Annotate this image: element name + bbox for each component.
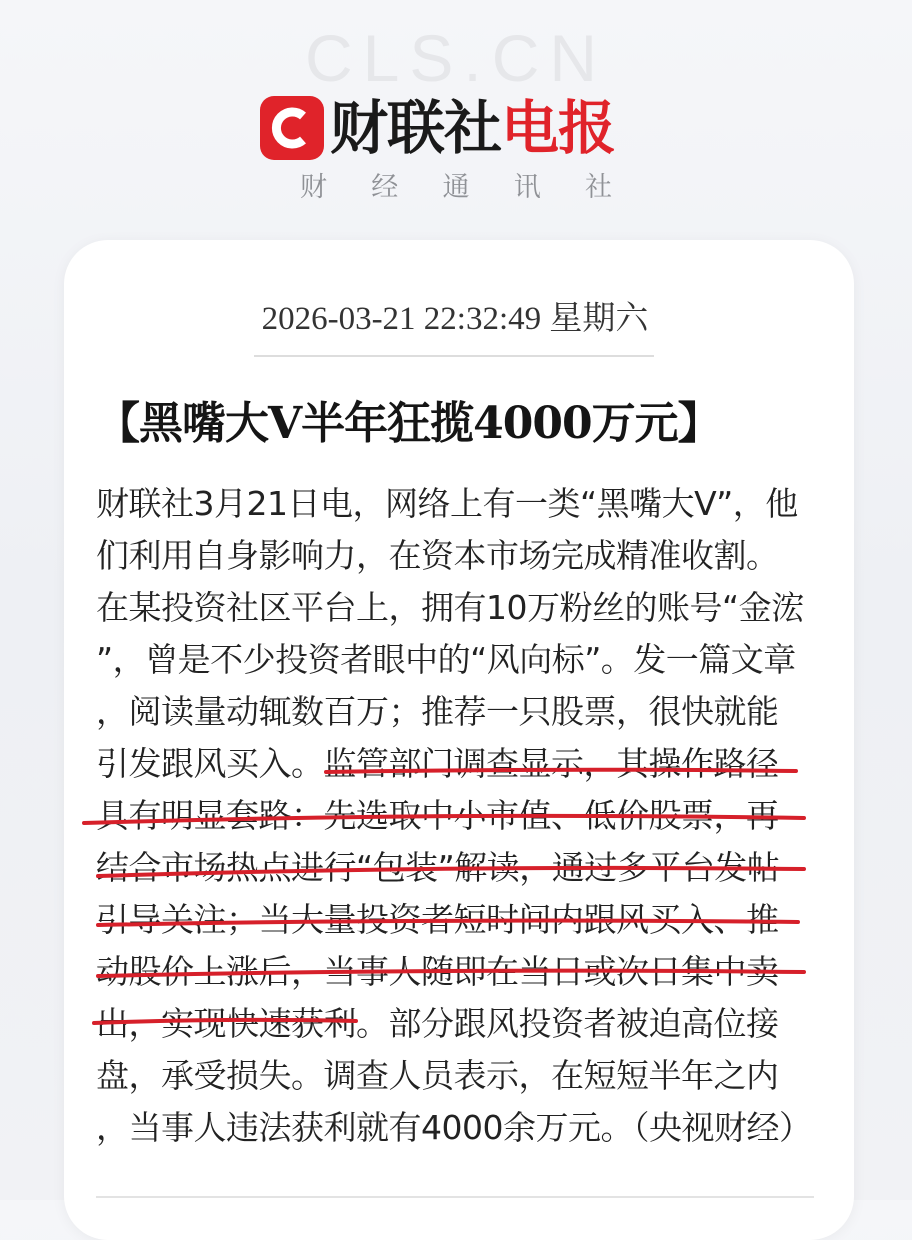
brand-name-main: 财联社 [330,94,502,162]
article-title: 【黑嘴大V半年狂揽4000万元】 [96,398,721,449]
brand-name-accent: 电报 [501,94,616,162]
article-line: 结合市场热点进行“包装”解读，通过多平台发帖 [96,848,780,887]
subtitle-char: 经 [371,172,399,203]
article-line: 财联社3月21日电，网络上有一类“黑嘴大V”，他 [96,484,798,523]
article-body [96,478,836,1154]
cls-watermark: CLS.CN [304,21,608,95]
article-line: 盘，承受损失。调查人员表示，在短短半年之内 [96,1056,779,1095]
article-datetime: 2026-03-21 22:32:49 星期六 [261,301,649,337]
article-line: 出，实现快速获利。部分跟风投资者被迫高位接 [96,1004,779,1043]
subtitle-char: 财 [300,172,327,203]
article-line: ，当事人违法获利就有4000余万元。（央视财经） [96,1108,812,1147]
subtitle-char: 讯 [513,172,541,203]
brand-subtitle [300,168,612,208]
datetime-divider [254,355,654,357]
brand-name [330,96,615,160]
article-line: 引导关注；当大量投资者短时间内跟风买入、推 [96,900,779,939]
card-bottom-rule [96,1196,814,1198]
brand-logo [260,96,615,160]
article-line: 具有明显套路：先选取中小市值、低价股票，再 [96,796,779,835]
article-line: 们利用自身影响力，在资本市场完成精准收割。 [96,536,779,575]
article-line: ，阅读量动辄数百万；推荐一只股票，很快就能 [96,692,779,731]
subtitle-char: 通 [442,172,470,203]
cls-c-logo-icon [260,96,324,160]
article-line: 在某投资社区平台上，拥有10万粉丝的账号“金浤 [96,588,804,627]
article-line: 引发跟风买入。监管部门调查显示，其操作路径 [96,744,779,783]
article-line: ”，曾是不少投资者眼中的“风向标”。发一篇文章 [96,640,796,679]
article-line: 动股价上涨后，当事人随即在当日或次日集中卖 [96,952,779,991]
subtitle-char: 社 [585,172,612,203]
